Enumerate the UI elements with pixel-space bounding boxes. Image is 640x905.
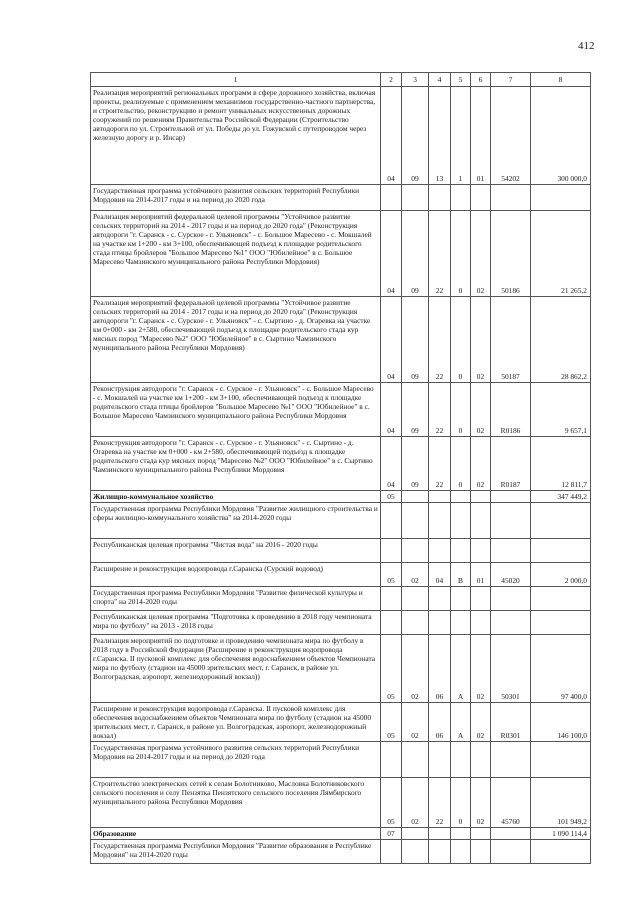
code-cell: 50187 [491, 297, 531, 383]
header-cell: 2 [381, 73, 402, 87]
code-cell: А [451, 703, 471, 742]
code-cell [429, 185, 451, 211]
row-name-cell: Реализация мероприятий региональных программ в сфере дорожного хозяйства, включая проекты, реализуемые с применением механизмов государственно-частного партнерства, и строительство, реконструкцию и ремонт уникальных искусственных дорожных сооружений по решениям Правительства Российской Федерации (Строительство автодороги по ул. Строительной от ул. Победы до ул. Гожувской с путепроводом через железную дорогу и р. Инсар) [91, 87, 381, 185]
code-cell [451, 840, 471, 864]
budget-table [90, 72, 591, 864]
code-cell [381, 611, 402, 635]
code-cell: 02 [471, 778, 491, 828]
code-cell [451, 503, 471, 539]
table-row [91, 635, 591, 703]
code-cell [451, 611, 471, 635]
code-cell [402, 491, 429, 503]
amount-cell: 21 265,2 [531, 211, 591, 297]
code-cell: 02 [402, 563, 429, 587]
code-cell [471, 611, 491, 635]
header-cell: 6 [471, 73, 491, 87]
code-cell: 07 [381, 828, 402, 840]
table-row [91, 563, 591, 587]
amount-cell: 1 090 114,4 [531, 828, 591, 840]
code-cell: 04 [381, 383, 402, 437]
amount-cell [531, 185, 591, 211]
code-cell [491, 828, 531, 840]
code-cell: 1 [451, 87, 471, 185]
code-cell: 02 [471, 383, 491, 437]
amount-cell [531, 840, 591, 864]
code-cell [491, 491, 531, 503]
header-cell: 5 [451, 73, 471, 87]
code-cell [381, 742, 402, 778]
row-name-cell: Республиканская целевая программа "Чистая вода" на 2016 - 2020 годы [91, 539, 381, 563]
row-name-cell: Государственная программа Республики Мордовия "Развитие образования в Республике Мордовия" на 2014-2020 годы [91, 840, 381, 864]
code-cell [451, 587, 471, 611]
row-name-cell: Строительство электрических сетей к селам Болотниково, Масловка Болотниковского сельского поселения и селу Пензятка Пензятского сельского поселения Лямбирского муниципального района Республики Мордовия [91, 778, 381, 828]
code-cell: 09 [402, 437, 429, 491]
code-cell: 02 [471, 635, 491, 703]
amount-cell: 97 400,0 [531, 635, 591, 703]
row-name-cell: Жилищно-коммунальное хозяйство [91, 491, 381, 503]
code-cell [429, 611, 451, 635]
code-cell: 02 [402, 635, 429, 703]
page-number: 412 [578, 40, 595, 52]
code-cell [429, 503, 451, 539]
table-row [91, 87, 591, 185]
code-cell [381, 587, 402, 611]
code-cell [381, 503, 402, 539]
amount-cell: 2 000,0 [531, 563, 591, 587]
code-cell: 05 [381, 491, 402, 503]
budget-table-body [91, 73, 591, 864]
code-cell [471, 491, 491, 503]
code-cell [429, 539, 451, 563]
code-cell: 09 [402, 87, 429, 185]
amount-cell: 146 100,0 [531, 703, 591, 742]
code-cell [429, 828, 451, 840]
table-row [91, 840, 591, 864]
code-cell: 06 [429, 635, 451, 703]
code-cell [451, 742, 471, 778]
code-cell: 0 [451, 383, 471, 437]
code-cell [451, 491, 471, 503]
code-cell [381, 539, 402, 563]
amount-cell: 300 000,0 [531, 87, 591, 185]
code-cell [402, 503, 429, 539]
code-cell [471, 503, 491, 539]
code-cell: 05 [381, 563, 402, 587]
code-cell: 05 [381, 635, 402, 703]
code-cell: 22 [429, 211, 451, 297]
code-cell: 02 [471, 437, 491, 491]
code-cell [471, 185, 491, 211]
amount-cell: 9 657,1 [531, 383, 591, 437]
code-cell: 0 [451, 778, 471, 828]
code-cell [402, 539, 429, 563]
row-name-cell: Государственная программа устойчивого развития сельских территорий Республики Мордовия на 2014-2017 годы и на период до 2020 года [91, 742, 381, 778]
code-cell: 50186 [491, 211, 531, 297]
table-row [91, 587, 591, 611]
code-cell [491, 840, 531, 864]
code-cell [451, 828, 471, 840]
code-cell [381, 840, 402, 864]
code-cell: 05 [381, 703, 402, 742]
code-cell: R0186 [491, 383, 531, 437]
code-cell [402, 828, 429, 840]
table-row [91, 491, 591, 503]
code-cell: 04 [381, 437, 402, 491]
table-row [91, 383, 591, 437]
code-cell [402, 742, 429, 778]
code-cell: 02 [471, 297, 491, 383]
code-cell: 13 [429, 87, 451, 185]
code-cell: 02 [402, 703, 429, 742]
header-cell: 1 [91, 73, 381, 87]
row-name-cell: Расширение и реконструкция водопровода г.Саранска. II пусковой комплекс для обеспечения водоснабжением объектов Чемпионата мира по футболу (стадион на 45000 зрительских мест, г. Саранск, в районе ул. Волгоградская, аэропорт, железнодорожный вокзал) [91, 703, 381, 742]
code-cell [429, 587, 451, 611]
amount-cell: 347 449,2 [531, 491, 591, 503]
code-cell: 04 [381, 297, 402, 383]
code-cell [491, 503, 531, 539]
row-name-cell: Расширение и реконструкция водопровода г.Саранска (Сурский водовод) [91, 563, 381, 587]
amount-cell [531, 611, 591, 635]
header-cell: 8 [531, 73, 591, 87]
code-cell [429, 491, 451, 503]
table-row [91, 611, 591, 635]
code-cell: 02 [471, 703, 491, 742]
code-cell: 01 [471, 563, 491, 587]
table-row [91, 742, 591, 778]
row-name-cell: Реконструкция автодороги "г. Саранск - с. Сурское - г. Ульяновск" - с. Сыртино - д. Огаревка на участке км 0+000 - км 2+580, обеспечивающей подъезд к площадке родительского стада кур мясных пород "Маресево №2" ООО "Юбилейное" в с. Сыртино Чамзинского муниципального района Республики Мордовия [91, 437, 381, 491]
code-cell: 0 [451, 297, 471, 383]
code-cell: 0 [451, 211, 471, 297]
code-cell [471, 828, 491, 840]
table-row [91, 211, 591, 297]
amount-cell: 12 811,7 [531, 437, 591, 491]
code-cell: 01 [471, 87, 491, 185]
code-cell: 04 [429, 563, 451, 587]
header-cell: 7 [491, 73, 531, 87]
code-cell: 45020 [491, 563, 531, 587]
row-name-cell: Государственная программа устойчивого развития сельских территорий Республики Мордовия на 2014-2017 годы и на период до 2020 года [91, 185, 381, 211]
code-cell: 09 [402, 211, 429, 297]
code-cell: 22 [429, 383, 451, 437]
code-cell [429, 840, 451, 864]
code-cell: 02 [402, 778, 429, 828]
amount-cell: 101 949,2 [531, 778, 591, 828]
table-row [91, 828, 591, 840]
row-name-cell: Реконструкция автодороги "г. Саранск - с. Сурское - г. Ульяновск" - с. Большое Маресево - с. Мокшалей на участке км 1+200 - км 3+100, обеспечивающей подъезд к площадке родительского стада птицы бройлеров "Большое Маресево №1" ООО "Юбилейное" в с. Большое Маресево Чамзинского муниципального района Республики Мордовия [91, 383, 381, 437]
row-name-cell: Образование [91, 828, 381, 840]
header-cell: 3 [402, 73, 429, 87]
row-name-cell: Государственная программа Республики Мордовия "Развитие физической культуры и спорта" на 2014-2020 годы [91, 587, 381, 611]
code-cell: 04 [381, 211, 402, 297]
row-name-cell: Государственная программа Республики Мордовия "Развитие жилищного строительства и сферы жилищно-коммунального хозяйства" на 2014-2020 годы [91, 503, 381, 539]
code-cell: R0187 [491, 437, 531, 491]
code-cell [471, 742, 491, 778]
code-cell [491, 611, 531, 635]
code-cell: В [451, 563, 471, 587]
code-cell: 50301 [491, 635, 531, 703]
amount-cell [531, 742, 591, 778]
code-cell: 45760 [491, 778, 531, 828]
code-cell [402, 587, 429, 611]
code-cell: 54202 [491, 87, 531, 185]
code-cell [381, 185, 402, 211]
code-cell [491, 539, 531, 563]
code-cell [491, 587, 531, 611]
code-cell [471, 840, 491, 864]
code-cell: 22 [429, 437, 451, 491]
amount-cell [531, 539, 591, 563]
row-name-cell: Реализация мероприятий федеральной целевой программы "Устойчивое развитие сельских территорий на 2014 - 2017 годы и на период до 2020 года" (Реконструкция автодороги "г. Саранск - с. Сурское - г. Ульяновск" - с. Большое Маресево - с. Мокшалей на участке км 1+200 - км 3+100, обеспечивающей подъезд к площадке родительского стада птицы бройлеров "Большое Маресево №1" ООО "Юбилейное" в с. Большое Маресево Чамзинского муниципального района Республики Мордовия) [91, 211, 381, 297]
code-cell [402, 611, 429, 635]
table-row [91, 437, 591, 491]
code-cell: 02 [471, 211, 491, 297]
row-name-cell: Республиканская целевая программа "Подготовка к проведению в 2018 году чемпионата мира по футболу" на 2013 - 2018 годы [91, 611, 381, 635]
code-cell [451, 539, 471, 563]
amount-cell: 28 862,2 [531, 297, 591, 383]
code-cell: 22 [429, 778, 451, 828]
row-name-cell: Реализация мероприятий федеральной целевой программы "Устойчивое развитие сельских территорий на 2014 - 2017 годы и на период до 2020 года" (Реконструкция автодороги "г. Саранск - с. Сурское - г. Ульяновск" - с. Сыртино - д. Огаревка на участке км 0+000 - км 2+580, обеспечивающей подъезд к площадке родительского стада кур мясных пород "Маресево №2" ООО "Юбилейное" в с. Сыртино Чамзинского муниципального района Республики Мордовия) [91, 297, 381, 383]
table-row [91, 778, 591, 828]
amount-cell [531, 587, 591, 611]
code-cell: А [451, 635, 471, 703]
table-row [91, 503, 591, 539]
code-cell [471, 587, 491, 611]
code-cell: 06 [429, 703, 451, 742]
row-name-cell: Реализация мероприятий по подготовке и проведению чемпионата мира по футболу в 2018 году в Российской Федерации (Расширение и реконструкция водопровода г.Саранска. II пусковой комплекс для обеспечения водоснабжением объектов Чемпионата мира по футболу (стадион на 45000 зрительских мест, г. Саранск, в районе ул. Волгоградская, аэропорт, железнодорожный вокзал)) [91, 635, 381, 703]
code-cell: 05 [381, 778, 402, 828]
table-header-row [91, 73, 591, 87]
code-cell: 0 [451, 437, 471, 491]
code-cell: 09 [402, 383, 429, 437]
code-cell [451, 185, 471, 211]
table-row [91, 703, 591, 742]
code-cell: 04 [381, 87, 402, 185]
code-cell: 22 [429, 297, 451, 383]
code-cell [402, 840, 429, 864]
code-cell: 09 [402, 297, 429, 383]
table-row [91, 539, 591, 563]
header-cell: 4 [429, 73, 451, 87]
code-cell [491, 742, 531, 778]
table-row [91, 185, 591, 211]
table-row [91, 297, 591, 383]
code-cell [471, 539, 491, 563]
code-cell [491, 185, 531, 211]
code-cell [429, 742, 451, 778]
code-cell [402, 185, 429, 211]
amount-cell [531, 503, 591, 539]
code-cell: R0301 [491, 703, 531, 742]
